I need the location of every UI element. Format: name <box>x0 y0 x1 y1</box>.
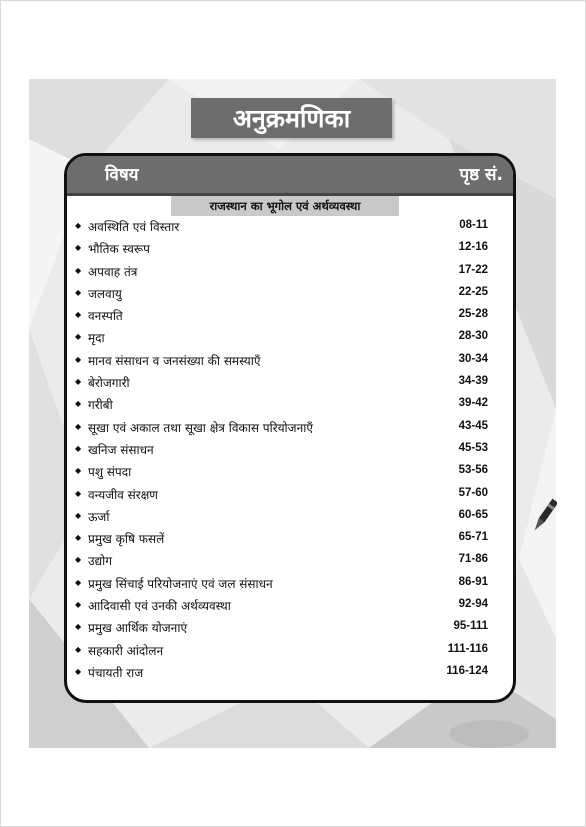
toc-entry[interactable] <box>67 641 513 663</box>
toc-pages: 25-28 <box>458 308 488 321</box>
toc-pages: 22-25 <box>458 285 488 298</box>
toc-topic: अपवाह तंत्र <box>88 264 138 279</box>
toc-topic: गरीबी <box>88 398 113 413</box>
toc-pages: 39-42 <box>458 397 488 410</box>
toc-entry[interactable] <box>67 574 513 596</box>
header-subject: विषय <box>105 165 139 185</box>
toc-entry[interactable] <box>67 596 513 618</box>
toc-entry[interactable] <box>67 485 513 507</box>
toc-pages: 17-22 <box>458 263 488 276</box>
bullet-icon: ◆ <box>75 555 82 565</box>
toc-topic: आदिवासी एवं उनकी अर्थव्यवस्था <box>88 599 231 614</box>
toc-topic: वन्यजीव संरक्षण <box>88 487 158 502</box>
toc-pages: 45-53 <box>458 441 488 454</box>
bullet-icon: ◆ <box>75 577 82 587</box>
toc-pages: 12-16 <box>458 241 488 254</box>
toc-card <box>64 153 516 703</box>
toc-pages: 57-60 <box>458 486 488 499</box>
toc-pages: 92-94 <box>458 598 488 611</box>
toc-entry[interactable] <box>67 262 513 284</box>
bullet-icon: ◆ <box>75 488 82 498</box>
toc-entry[interactable] <box>67 351 513 373</box>
bullet-icon: ◆ <box>75 354 82 364</box>
page-title: अनुक्रमणिका <box>191 98 392 138</box>
bullet-icon: ◆ <box>75 221 82 230</box>
toc-pages: 34-39 <box>458 375 488 388</box>
bullet-icon: ◆ <box>75 600 82 610</box>
toc-pages: 53-56 <box>458 464 488 477</box>
toc-pages: 71-86 <box>458 553 488 566</box>
toc-entry[interactable] <box>67 328 513 350</box>
toc-topic: पशु संपदा <box>88 465 132 480</box>
toc-topic: ऊर्जा <box>88 509 110 524</box>
toc-entry[interactable] <box>67 551 513 573</box>
toc-topic: प्रमुख आर्थिक योजनाएं <box>88 621 188 636</box>
toc-pages: 111-116 <box>447 642 488 655</box>
toc-entry[interactable] <box>67 418 513 440</box>
toc-pages: 08-11 <box>459 219 488 231</box>
toc-pages: 30-34 <box>458 352 488 365</box>
toc-pages: 86-91 <box>458 575 488 588</box>
toc-pages: 43-45 <box>458 419 488 432</box>
header-page-number: पृष्ठ सं. <box>459 165 503 185</box>
toc-entry[interactable] <box>67 395 513 417</box>
bullet-icon: ◆ <box>75 622 82 632</box>
bullet-icon: ◆ <box>75 421 82 431</box>
bullet-icon: ◆ <box>75 533 82 543</box>
bullet-icon: ◆ <box>75 332 82 342</box>
toc-topic: बेरोजगारी <box>88 376 130 391</box>
toc-topic: मानव संसाधन व जनसंख्या की समस्याएँ <box>88 353 261 368</box>
bullet-icon: ◆ <box>75 510 82 520</box>
toc-topic: सूखा एवं अकाल तथा सूखा क्षेत्र विकास परियोजनाएँ <box>88 420 313 435</box>
toc-topic: पंचायती राज <box>88 665 144 680</box>
toc-topic: अवस्थिति एवं विस्तार <box>88 220 180 234</box>
toc-topic: भौतिक स्वरूप <box>88 242 151 257</box>
toc-entry[interactable] <box>67 529 513 551</box>
toc-topic: सहकारी आंदोलन <box>88 643 164 658</box>
bullet-icon: ◆ <box>75 310 82 320</box>
bullet-icon: ◆ <box>75 243 82 253</box>
section-title: राजस्थान का भूगोल एवं अर्थव्यवस्था <box>171 196 399 216</box>
toc-entry[interactable] <box>67 462 513 484</box>
toc-entry[interactable] <box>67 440 513 462</box>
bullet-icon: ◆ <box>75 466 82 476</box>
toc-pages: 65-71 <box>458 531 488 544</box>
toc-pages: 60-65 <box>458 508 488 521</box>
toc-header <box>67 156 513 193</box>
bullet-icon: ◆ <box>75 666 82 676</box>
toc-entry[interactable] <box>67 507 513 529</box>
bullet-icon: ◆ <box>75 443 82 453</box>
toc-topic: प्रमुख कृषि फसलें <box>88 532 165 547</box>
toc-topic: उद्योग <box>88 554 113 569</box>
bullet-icon: ◆ <box>75 377 82 387</box>
toc-list <box>67 217 513 685</box>
bullet-icon: ◆ <box>75 399 82 409</box>
toc-topic: वनस्पति <box>88 309 123 324</box>
bullet-icon: ◆ <box>75 644 82 654</box>
toc-pages: 95-111 <box>453 620 488 633</box>
toc-topic: खनिज संसाधन <box>88 442 154 457</box>
bullet-icon: ◆ <box>75 287 82 297</box>
toc-pages: 116-124 <box>446 664 488 677</box>
toc-topic: मृदा <box>88 331 105 346</box>
bullet-icon: ◆ <box>75 265 82 275</box>
toc-entry[interactable] <box>67 239 513 261</box>
toc-entry[interactable] <box>67 284 513 306</box>
toc-entry[interactable] <box>67 217 513 239</box>
toc-pages: 28-30 <box>458 330 488 343</box>
toc-topic: प्रमुख सिंचाई परियोजनाएं एवं जल संसाधन <box>88 576 273 591</box>
toc-topic: जलवायु <box>88 286 122 301</box>
toc-entry[interactable] <box>67 373 513 395</box>
toc-entry[interactable] <box>67 618 513 640</box>
toc-entry[interactable] <box>67 663 513 685</box>
toc-entry[interactable] <box>67 306 513 328</box>
pen-icon <box>531 495 557 537</box>
